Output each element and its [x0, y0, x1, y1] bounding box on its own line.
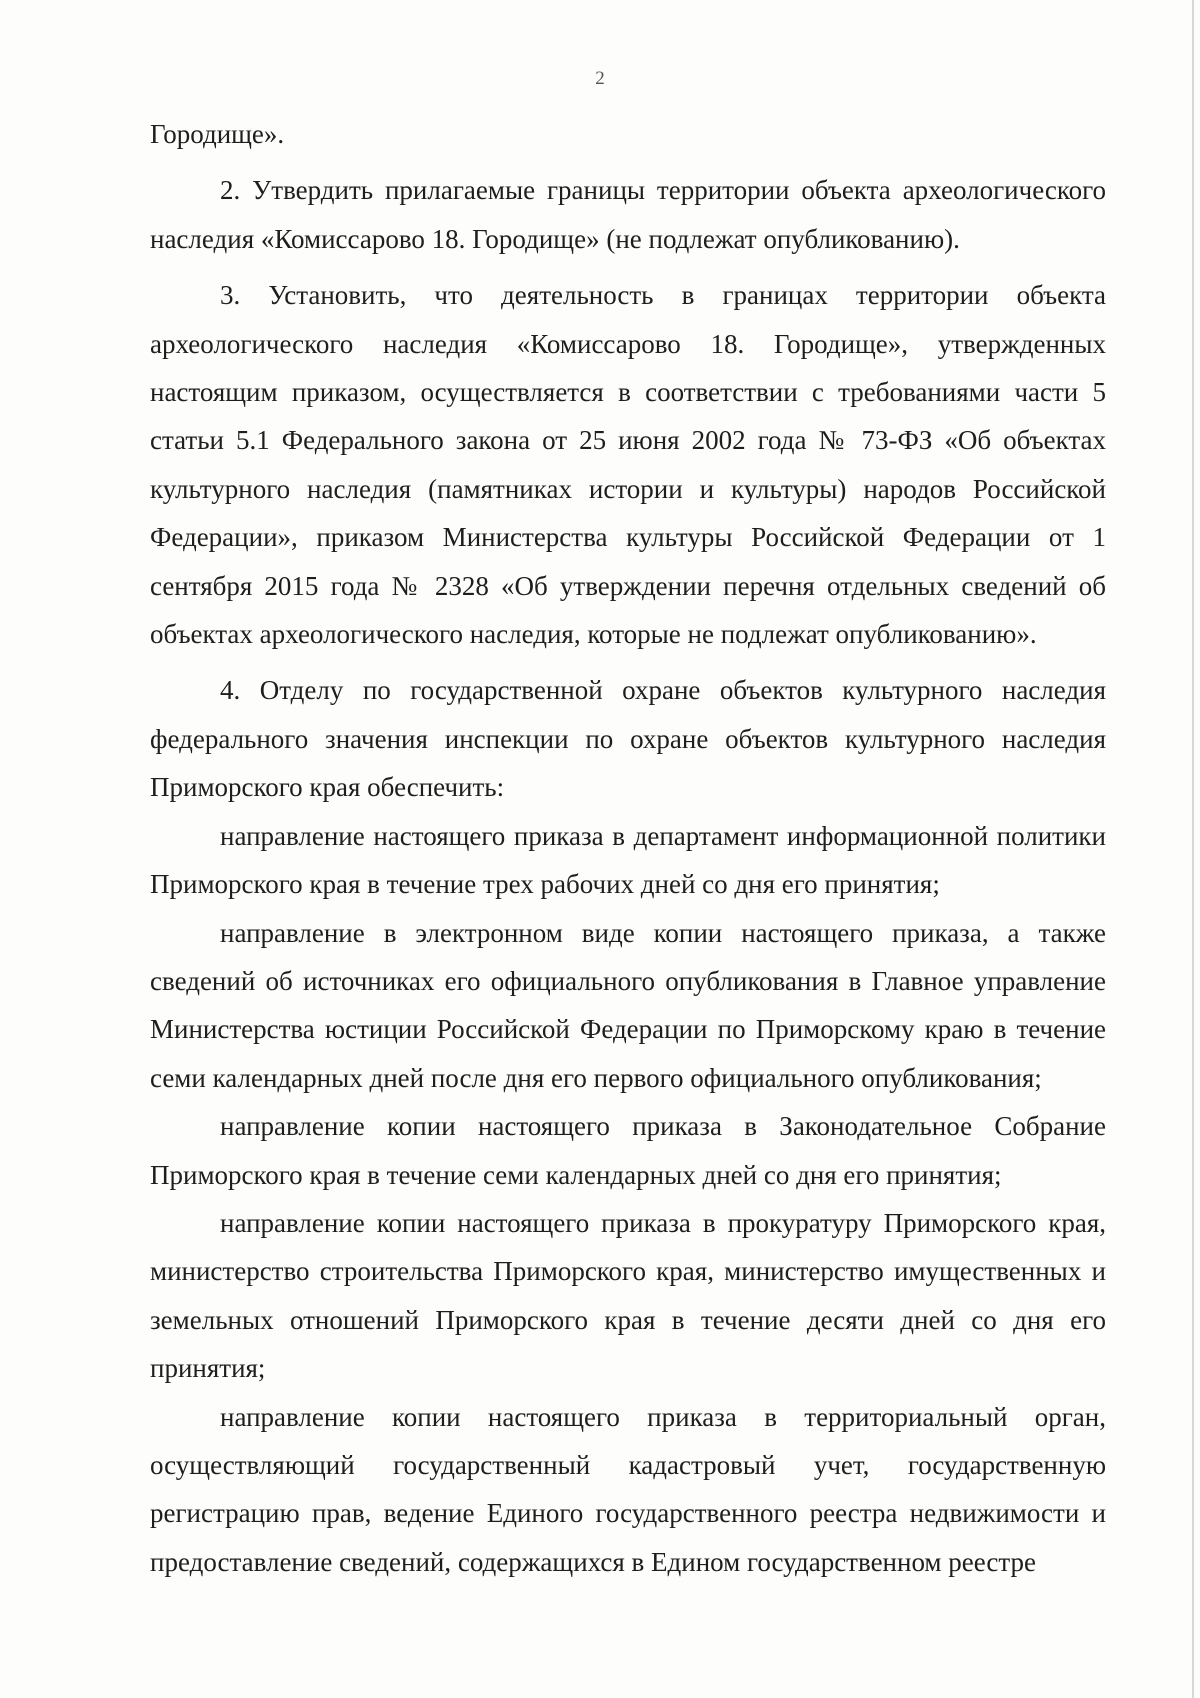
page-edge-line: [1192, 0, 1194, 1698]
page-number: 2: [595, 68, 605, 89]
paragraph-continuation: Городище».: [150, 119, 285, 149]
paragraph-subitem: направление в электронном виде копии настоящего приказа, а также сведений об источниках его официального опубликования в Главное управление Министерства юстиции Российской Федерации по Приморскому краю в течение семи календарных дней после дня его первого официального опубликования;: [150, 917, 1106, 1093]
paragraph-item-2: 2. Утвердить прилагаемые границы территории объекта археологического наследия «Комиссарово 18. Городище» (не подлежат опубликованию).: [150, 175, 1106, 254]
paragraph-item-4: 4. Отделу по государственной охране объектов культурного наследия федерального значения инспекции по охране объектов культурного наследия Приморского края обеспечить:: [150, 675, 1106, 803]
paragraph-subitem: направление копии настоящего приказа в прокуратуру Приморского края, министерство строительства Приморского края, министерство имущественных и земельных отношений Приморского края в течение десяти дней со дня его принятия;: [150, 1207, 1106, 1384]
paragraph-subitem: направление копии настоящего приказа в Законодательное Собрание Приморского края в течение семи календарных дней со дня его принятия;: [150, 1111, 1106, 1190]
paragraph-item-3: 3. Установить, что деятельность в границах территории объекта археологического наследия «Комиссарово 18. Городище», утвержденных настоящим приказом, осуществляется в соответствии с требованиями части 5 статьи 5.1 Федерального закона от 25 июня 2002 года № 73-ФЗ «Об объектах культурного наследия (памятниках истории и культуры) народов Российской Федерации», приказом Министерства культуры Российской Федерации от 1 сентября 2015 года № 2328 «Об утверждении перечня отдельных сведений об объектах археологического наследия, которые не подлежат опубликованию».: [150, 280, 1106, 650]
document-body: [150, 110, 1106, 1586]
paragraph-subitem: направление копии настоящего приказа в территориальный орган, осуществляющий государственный кадастровый учет, государственную регистрацию прав, ведение Единого государственного реестра недвижимости и предоставление сведений, содержащихся в Едином государственном реестре: [150, 1401, 1106, 1577]
paragraph-subitem: направление настоящего приказа в департамент информационной политики Приморского края в течение трех рабочих дней со дня его принятия;: [150, 820, 1106, 900]
